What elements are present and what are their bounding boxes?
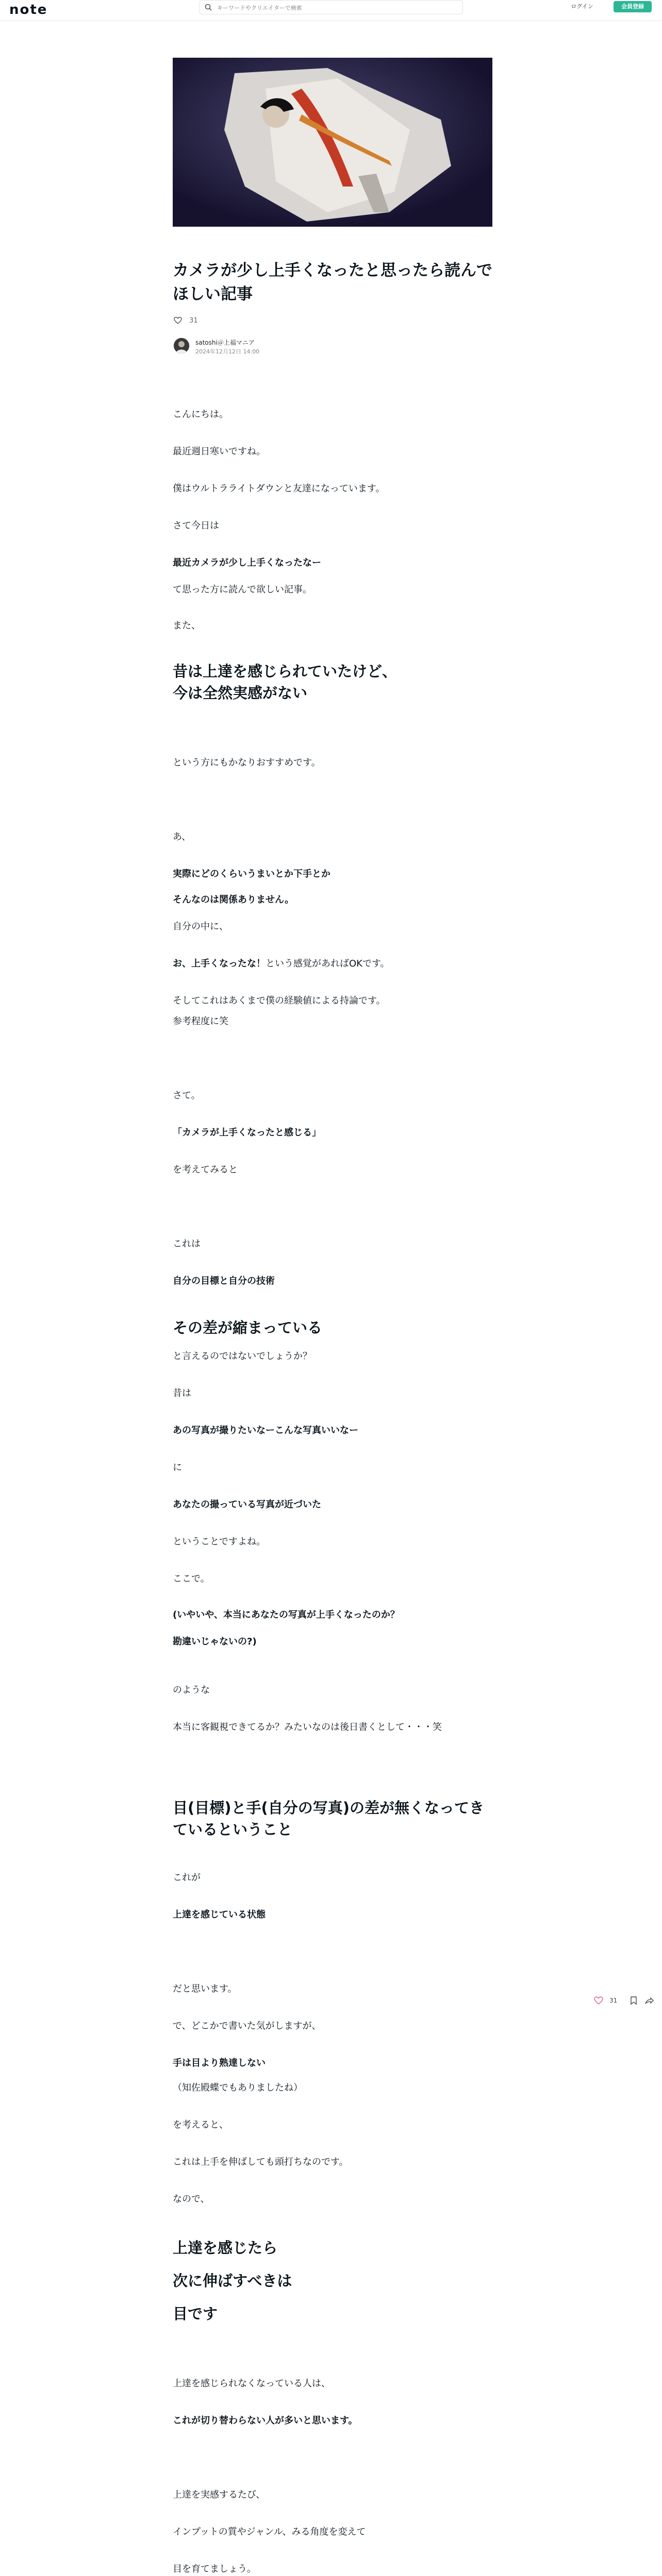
paragraph-bold: 「カメラが上手くなったと感じる」 — [173, 1127, 321, 1138]
section-heading: その差が縮まっている — [173, 1319, 323, 1336]
paragraph-bold: 最近カメラが少し上手くなったなー — [173, 557, 321, 568]
search-icon — [205, 4, 212, 11]
paragraph: だと思います。 — [173, 1984, 237, 1994]
paragraph-bold: 上達を感じている状態 — [173, 1909, 266, 1920]
bookmark-button[interactable] — [629, 1996, 638, 2007]
paragraph-bold: 勘違いじゃないの?) — [173, 1636, 257, 1647]
paragraph: ここで。 — [173, 1573, 210, 1584]
paragraph: さて今日は — [173, 520, 219, 531]
like-count: 31 — [189, 316, 198, 325]
share-icon — [644, 1996, 654, 2005]
like-button[interactable] — [174, 316, 205, 327]
search-input[interactable] — [216, 3, 455, 13]
paragraph: 目を育てましょう。 — [173, 2564, 256, 2574]
paragraph: なので、 — [173, 2194, 210, 2205]
paragraph: 昔は — [173, 1388, 191, 1399]
paragraph: ということですよね。 — [173, 1536, 266, 1547]
author-avatar[interactable] — [174, 338, 189, 353]
paragraph-bold: 手は目より熟達しない — [173, 2058, 266, 2069]
paragraph-bold: あの写真が撮りたいなーこんな写真いいなー — [173, 1425, 358, 1436]
paragraph: インプットの質やジャンル、みる角度を変えて — [173, 2527, 366, 2537]
paragraph: これは上手を伸ばしても頭打ちなのです。 — [173, 2157, 349, 2167]
paragraph: で、どこかで書いた気がしますが、 — [173, 2021, 321, 2031]
section-heading: 昔は上達を感じられていたけど、 — [173, 663, 398, 680]
hero-image — [173, 58, 492, 227]
paragraph: て思った方に読んで欲しい記事。 — [173, 584, 312, 595]
article-title: カメラが少し上手くなったと思ったら読んでほしい記事 — [173, 261, 492, 303]
heart-icon — [594, 1996, 603, 2005]
paragraph: さて。 — [173, 1090, 201, 1101]
publish-date: 2024年12月12日 14:00 — [195, 348, 260, 355]
heart-icon — [174, 316, 182, 325]
paragraph: を考えると、 — [173, 2120, 228, 2130]
note-logo[interactable]: note — [9, 2, 48, 18]
paragraph-bold: そんなのは関係ありません。 — [173, 894, 294, 905]
section-heading: 目(目標)と手(自分の写真)の差が無くなってきているということ — [173, 1799, 485, 1838]
author-name[interactable]: satoshi＠上福マニア — [195, 339, 255, 346]
floating-like-count: 31 — [609, 1997, 618, 2004]
paragraph-bold: 自分の目標と自分の技術 — [173, 1276, 275, 1286]
bookmark-icon — [629, 1996, 638, 2005]
paragraph: そしてこれはあくまで僕の経験値による持論です。 — [173, 995, 386, 1006]
paragraph: 僕はウルトラライトダウンと友達になっています。 — [173, 483, 385, 494]
paragraph: 上達を実感するたび、 — [173, 2489, 266, 2500]
paragraph: 最近週日寒いですね。 — [173, 446, 266, 457]
floating-like-button[interactable] — [594, 1996, 603, 2007]
paragraph: これが — [173, 1872, 201, 1883]
search-box[interactable] — [199, 0, 463, 14]
section-heading: 今は全然実感がない — [173, 684, 308, 702]
paragraph: に — [173, 1462, 182, 1473]
paragraph: 本当に客観視できてるか？みたいなのは後日書くとして・・・笑 — [173, 1722, 442, 1733]
section-heading: 目です — [173, 2305, 218, 2323]
paragraph: と言えるのではないでしょうか？ — [173, 1351, 312, 1362]
paragraph-bold: あなたの撮っている写真が近づいた — [173, 1499, 321, 1510]
paragraph: これは — [173, 1239, 201, 1249]
author-info[interactable] — [174, 337, 380, 355]
share-button[interactable] — [644, 1996, 654, 2007]
section-heading: 上達を感じたら — [173, 2239, 278, 2257]
paragraph-bold: これが切り替わらない人が多いと思います。 — [173, 2415, 358, 2426]
paragraph: という方にもかなりおすすめです。 — [173, 757, 321, 768]
paragraph: また、 — [173, 620, 201, 631]
section-heading: 次に伸ばすべきは — [173, 2272, 292, 2290]
login-button[interactable]: ログイン — [571, 3, 593, 10]
bold-phrase: お、上手くなったな！ — [173, 958, 266, 969]
paragraph: （知佐殿蝶でもありましたね） — [173, 2082, 303, 2093]
paragraph: を考えてみると — [173, 1164, 238, 1175]
floating-action-bar — [594, 1996, 661, 2009]
paragraph: 参考程度に笑 — [173, 1016, 228, 1027]
paragraph: のような — [173, 1685, 210, 1696]
paragraph — [173, 956, 503, 972]
paragraph: 自分の中に、 — [173, 921, 228, 932]
paragraph: あ、 — [173, 832, 191, 842]
site-header — [0, 0, 662, 21]
signup-button[interactable]: 会員登録 — [614, 1, 652, 12]
paragraph-bold: (いやいや、本当にあなたの写真が上手くなったのか？ — [173, 1609, 400, 1620]
paragraph: 上達を感じられなくなっている人は、 — [173, 2378, 330, 2389]
phrase: という感覚があればOKです。 — [266, 958, 390, 969]
paragraph-bold: 実際にどのくらいうまいとか下手とか — [173, 869, 330, 879]
paragraph: こんにちは。 — [173, 409, 228, 420]
